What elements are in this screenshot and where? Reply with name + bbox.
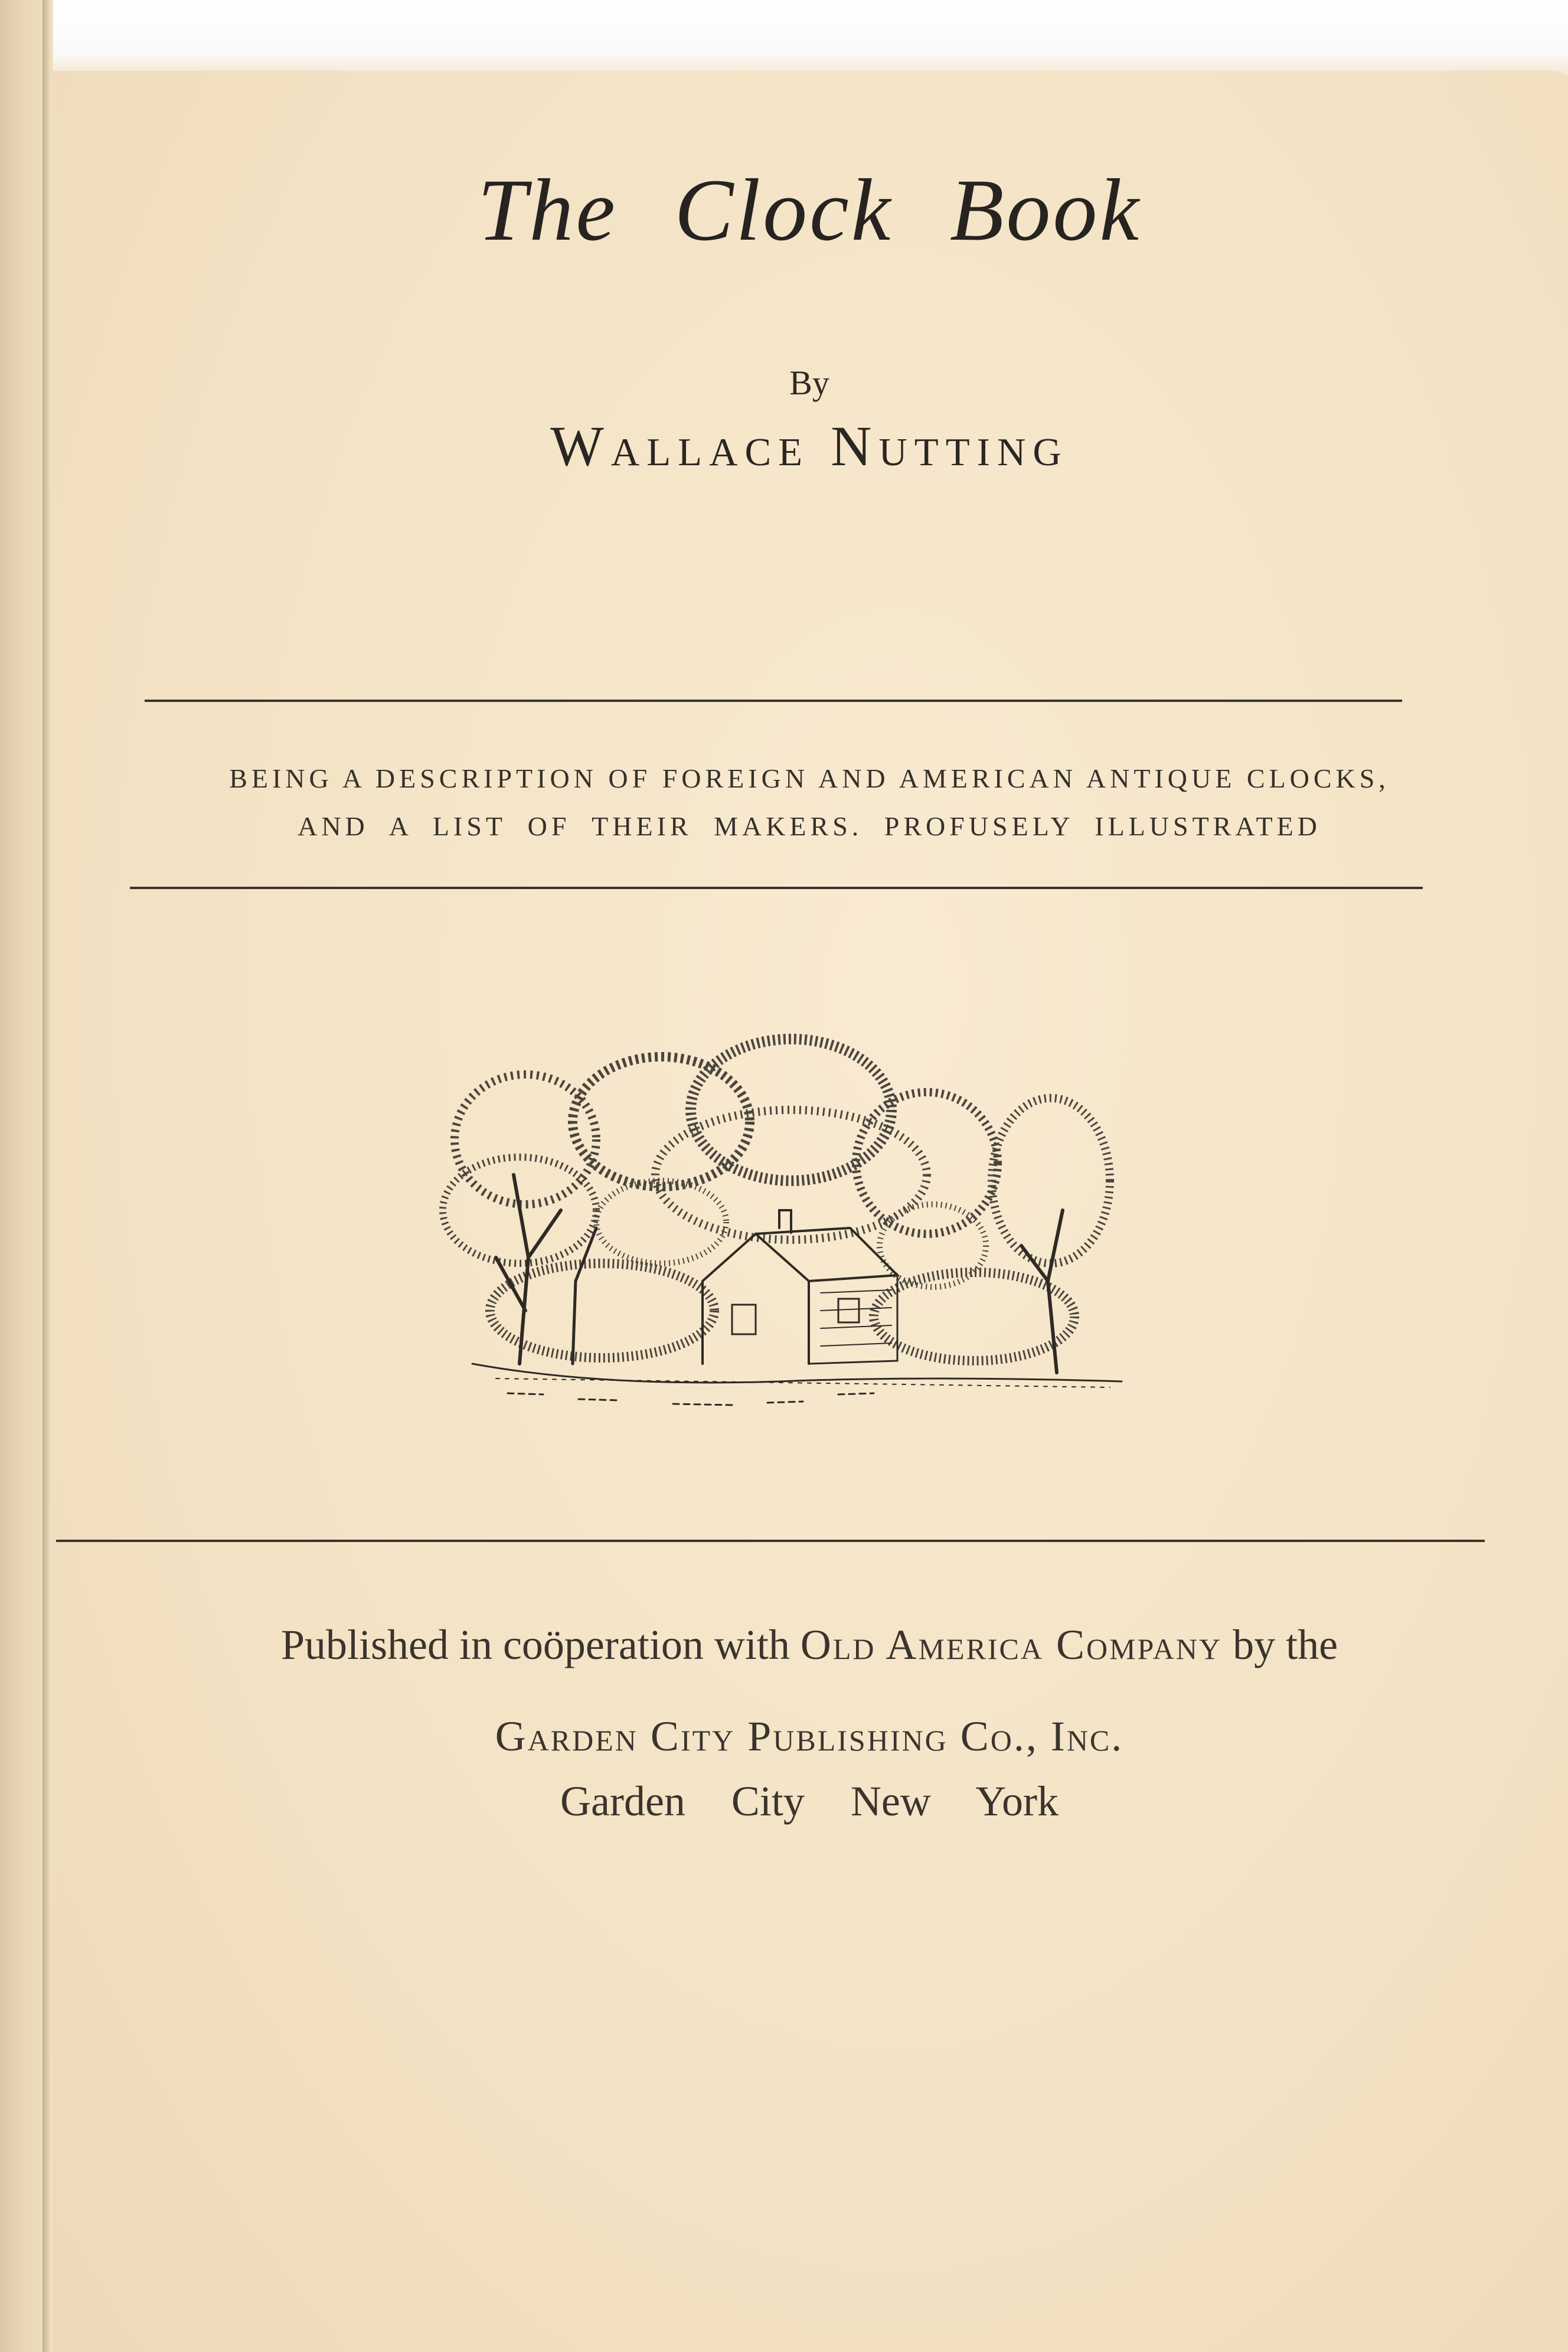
imprint-suffix: by the	[1222, 1621, 1338, 1668]
publisher-name: Garden City Publishing Co., Inc.	[495, 1713, 1124, 1760]
landscape-engraving-image	[425, 1033, 1133, 1440]
background-top	[0, 0, 1568, 77]
rule-bottom	[56, 1540, 1485, 1542]
rule-middle	[130, 887, 1423, 889]
description-line-2: AND A LIST OF THEIR MAKERS. PROFUSELY ILLUSTRATED	[298, 811, 1321, 841]
imprint-line-1	[51, 1621, 1568, 1670]
author-name: Wallace Nutting	[550, 414, 1069, 478]
by-label: By	[789, 364, 829, 402]
imprint-prefix: Published in coöperation with	[280, 1621, 801, 1668]
publisher-city: Garden City	[560, 1778, 805, 1825]
publisher-location	[51, 1777, 1568, 1826]
rule-top	[145, 700, 1402, 702]
description-line-1: BEING A DESCRIPTION OF FOREIGN AND AMERICAN ANTIQUE CLOCKS,	[229, 763, 1390, 793]
binding-shadow	[43, 0, 51, 2352]
imprint-company: Old America Company	[800, 1621, 1223, 1668]
publisher-state: New York	[850, 1778, 1059, 1825]
book-title: The Clock Book	[477, 161, 1142, 259]
